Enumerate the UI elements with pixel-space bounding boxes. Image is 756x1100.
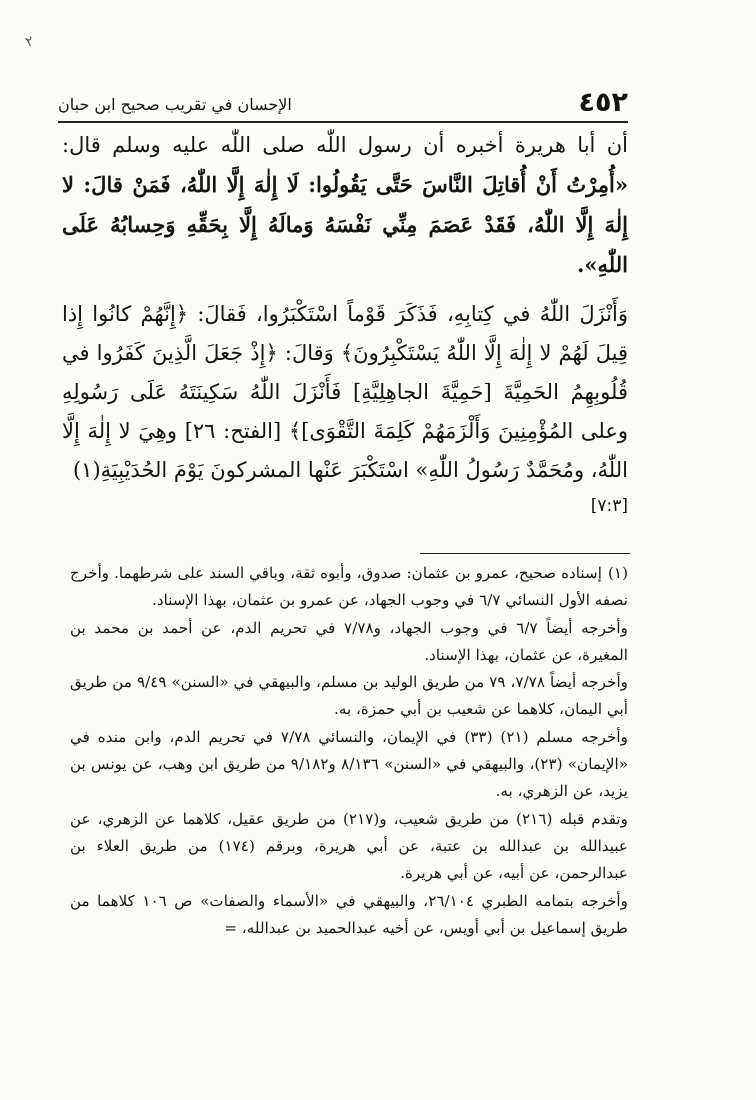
corner-mark: ٢ [23,33,37,51]
hadith-paragraph [62,126,628,285]
page-header [58,78,628,118]
footnote-item: وأخرجه أيضاً ٦/٧ في وجوب الجهاد، و٧/٧٨ في تحريم الدم، عن أحمد بن محمد بن المغيرة، عن عثمان، بهذا الإسناد. [70,618,628,664]
running-title: الإحسان في تقريب صحيح ابن حبان [58,95,292,114]
citation-reference: [٧:٣] [590,496,628,516]
commentary-paragraph: وَأَنْزَلَ اللّٰهُ في كِتابِهِ، فَذَكَرَ قَوْماً اسْتَكْبَرُوا، فَقالَ: ﴿إِنَّهُمْ كانُوا إِذا قِيلَ لَهُمْ لا إِلٰهَ إِلَّا اللّٰهُ يَسْتَكْبِرُونَ﴾ وَقالَ: ﴿إِذْ جَعَلَ الَّذِينَ كَفَرُوا في قُلُوبِهِمُ الحَمِيَّةَ [حَمِيَّةَ الجاهِلِيَّةِ] فَأَنْزَلَ اللّٰهُ سَكِينَتَهُ عَلَى رَسُولِهِ وعلى المُؤْمِنِينَ وَأَلْزَمَهُمْ كَلِمَةَ التَّقْوَى]﴾ [الفتح: ٢٦] وهِيَ لا إِلٰهَ إِلَّا اللّٰهُ، ومُحَمَّدٌ رَسُولُ اللّٰهِ» اسْتَكْبَرَ عَنْها المشركونَ يَوْمَ الحُدَيْبِيَةِ(١) [62,302,628,482]
hadith-quote: «أُمِرْتُ أَنْ أُقاتِلَ النَّاسَ حَتَّى يَقُولُوا: لَا إِلٰهَ إِلَّا اللّٰهُ، فَمَنْ قالَ: لا إِلٰهَ إِلَّا اللّٰهُ، فَقَدْ عَصَمَ مِنِّي نَفْسَهُ وَمالَهُ إِلَّا بِحَقِّهِ وَحِسابُهُ عَلَى اللّٰهِ». [62,172,628,277]
footnote-item: وتقدم قبله (٢١٦) من طريق شعيب، و(٢١٧) من طريق عقيل، كلاهما عن الزهري، عن عبيدالله بن عبدالله بن عتبة، عن أبي هريرة، وبرقم (١٧٤) من طريق العلاء بن عبدالرحمن، عن أبيه، عن أبي هريرة. [70,809,628,883]
footnote-text: إسناده صحيح، عمرو بن عثمان: صدوق، وأبوه ثقة، وباقي السند على شرطهما. وأخرج نصفه الأول النسائي ٦/٧ في وجوب الجهاد، عن عمرو بن عثمان، بهذا الإسناد. [70,564,628,610]
paragraph-gap [62,285,628,295]
footnote-item: وأخرجه أيضاً ٧/٧٨، ٧٩ من طريق الوليد بن مسلم، والبيهقي في «السنن» ٩/٤٩ من طريق أبي اليمان، كلاهما عن شعيب بن أبي حمزة، به. [70,673,629,719]
page-number: ٤٥٢ [578,87,628,118]
footnote-rule [420,553,630,554]
footnote-item: وأخرجه مسلم (٢١) (٣٣) في الإيمان، والنسائي ٧/٧٨ في تحريم الدم، وابن منده في «الإيمان» (٢٣)، والبيهقي في «السنن» ٨/١٣٦ و٩/١٨٢ من طريق ابن وهب، عن يونس بن يزيد، عن الزهري، به. [70,727,629,801]
hadith-isnad: أن أبا هريرة أخبره أن رسول اللّٰه صلى اللّٰه عليه وسلم قال: [62,133,628,157]
footnote-item: وأخرجه بتمامه الطبري ٢٦/١٠٤، والبيهقي في «الأسماء والصفات» ص ١٠٦ كلاهما من طريق إسماعيل بن أبي أويس، عن أخيه عبدالحميد بن عبدالله، = [70,891,628,937]
main-text [62,126,628,490]
footnotes [70,560,628,942]
header-rule [58,121,628,123]
footnote-number: (١) [607,564,628,582]
footnote-item [70,560,628,615]
